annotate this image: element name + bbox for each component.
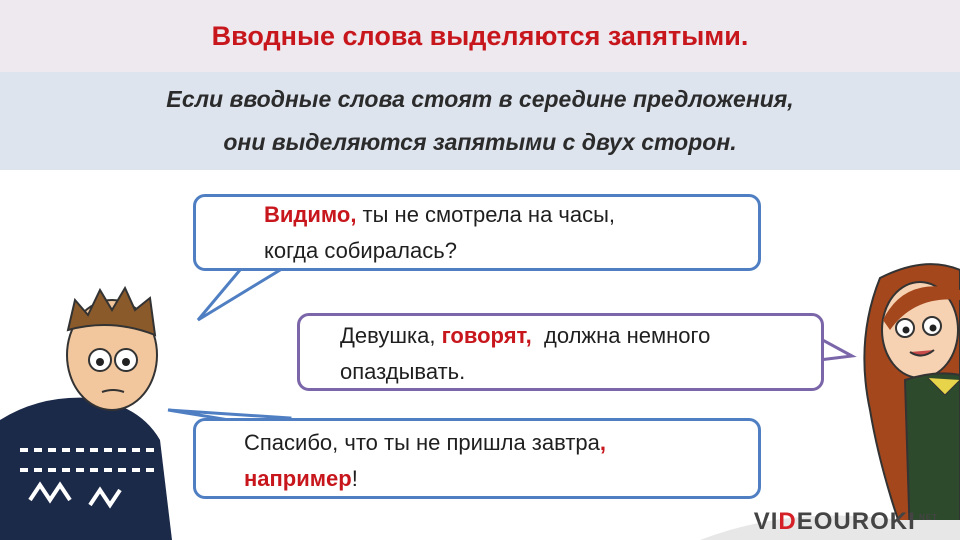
bubble-2-line-2: опаздывать. — [340, 359, 466, 384]
bubble-tail-1 — [198, 264, 290, 320]
rule-line-1: Если вводные слова стоят в середине предложения, — [166, 86, 794, 112]
slide-title: Вводные слова выделяются запятыми. — [211, 20, 749, 51]
bubble-3-line-1: Спасибо, что ты не пришла завтра — [244, 430, 600, 455]
bubble-1-line-2: когда собиралась? — [264, 238, 457, 263]
speech-bubble-3 — [193, 418, 761, 499]
intro-word-3: например — [244, 466, 352, 491]
boy-character-icon — [0, 288, 172, 540]
speech-bubble-1 — [193, 194, 761, 271]
intro-word-1: Видимо, — [264, 202, 357, 227]
bubble-3-comma: , — [599, 430, 606, 455]
rule-line-2: они выделяются запятыми с двух сторон. — [223, 129, 737, 155]
intro-word-2: говорят, — [441, 323, 532, 348]
bubble-2-line-1-pre: Девушка, — [340, 323, 442, 348]
bubble-1-line-1: ты не смотрела на часы, — [356, 202, 616, 227]
bubble-3-exclamation: ! — [351, 466, 358, 491]
speech-bubble-2 — [297, 313, 824, 391]
videouroki-logo: $VIDEOUROKI^{.NET}$ — [753, 508, 938, 535]
bubble-2-line-1-post: должна немного — [531, 323, 711, 348]
girl-character-icon — [864, 264, 960, 540]
